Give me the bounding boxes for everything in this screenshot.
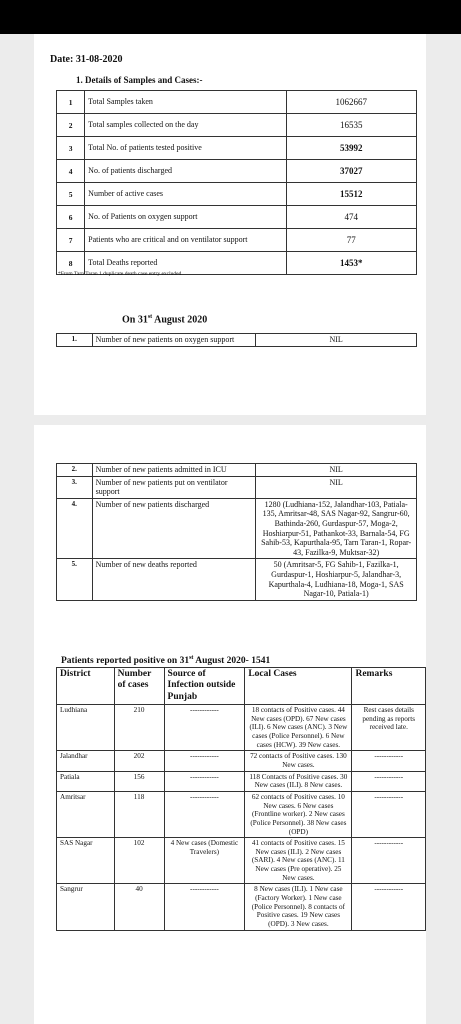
row-value: NIL	[256, 464, 417, 477]
row-value: NIL	[256, 476, 417, 498]
row-number: 2	[57, 114, 85, 137]
remarks: ------------	[352, 771, 426, 791]
row-number: 7	[57, 229, 85, 252]
table-row	[57, 476, 417, 498]
row-number: 6	[57, 206, 85, 229]
row-label: Number of new patients on oxygen support	[92, 334, 256, 347]
column-header: Remarks	[352, 668, 426, 705]
row-value: 15512	[286, 183, 416, 206]
document-page-2	[34, 425, 426, 1024]
row-value: 1280 (Ludhiana-152, Jalandhar-103, Patiala-135, Amritsar-48, SAS Nagar-92, Sangrur-60, Bathinda-260, Gurdaspur-57, Moga-2, Hoshiarpur-51, Pathankot-33, Barnala-54, FG Sahib-53, Kapurthala-95, Tarn Taran-1, Ropar-43, Fazilka-9, Muktsar-32)	[256, 498, 417, 559]
table-row	[57, 751, 426, 771]
table-row	[57, 229, 417, 252]
report-date: Date: 31-08-2020	[50, 54, 123, 65]
row-value: 53992	[286, 137, 416, 160]
row-label: No. of Patients on oxygen support	[85, 206, 286, 229]
district-name: Jalandhar	[57, 751, 115, 771]
row-number: 4.	[57, 498, 93, 559]
row-label: Total Deaths reported	[85, 252, 286, 275]
case-count: 156	[114, 771, 164, 791]
infection-source: ------------	[164, 751, 245, 771]
row-value: 1453*	[286, 252, 416, 275]
table-row	[57, 183, 417, 206]
row-number: 5.	[57, 559, 93, 600]
table-row	[57, 559, 417, 600]
local-cases: 41 contacts of Positive cases. 15 New cases (ILI). 2 New cases (SARI). 4 New cases (ANC). 11 New cases (Pre operative). 25 New cases.	[245, 838, 352, 884]
district-table	[56, 667, 426, 931]
row-label: Number of new deaths reported	[92, 559, 256, 600]
district-name: Sangrur	[57, 884, 115, 930]
new-patients-table	[56, 463, 417, 601]
table-row	[57, 91, 417, 114]
row-label: Number of new patients admitted in ICU	[92, 464, 256, 477]
positive-heading: Patients reported positive on 31st August 2020- 1541	[61, 655, 271, 667]
row-number: 4	[57, 160, 85, 183]
table-row	[57, 464, 417, 477]
row-number: 5	[57, 183, 85, 206]
table-row	[57, 206, 417, 229]
row-number: 1.	[57, 334, 93, 347]
table-row	[57, 498, 417, 559]
row-value: 50 (Amritsar-5, FG Sahib-1, Fazilka-1, Gurdaspur-1, Hoshiarpur-5, Jalandhar-3, Kapurthala-4, Ludhiana-18, Moga-1, SAS Nagar-10, Patiala-1)	[256, 559, 417, 600]
table-row	[57, 838, 426, 884]
on-date-heading: On 31st August 2020	[122, 314, 208, 326]
district-name: SAS Nagar	[57, 838, 115, 884]
case-count: 102	[114, 838, 164, 884]
row-value: 474	[286, 206, 416, 229]
district-name: Patiala	[57, 771, 115, 791]
row-label: No. of patients discharged	[85, 160, 286, 183]
row-number: 1	[57, 91, 85, 114]
local-cases: 62 contacts of Positive cases. 10 New cases. 6 New cases (Frontline worker). 2 New cases (Police Personnel). 38 New cases (OPD)	[245, 791, 352, 837]
row-number: 2.	[57, 464, 93, 477]
row-label: Total Samples taken	[85, 91, 286, 114]
row-label: Total samples collected on the day	[85, 114, 286, 137]
footnote: *From Tarn Taran 1 duplicate death case entry excluded	[58, 271, 182, 277]
local-cases: 18 contacts of Positive cases. 44 New cases (OPD). 67 New cases (ILI). 6 New cases (ANC). 3 New cases (Police Personnel). 6 New cases (HCW). 39 New cases.	[245, 705, 352, 751]
row-value: 37027	[286, 160, 416, 183]
table-row	[57, 705, 426, 751]
row-value: 77	[286, 229, 416, 252]
local-cases: 118 Contacts of Positive cases. 30 New cases (ILI). 8 New cases.	[245, 771, 352, 791]
samples-table	[56, 90, 417, 275]
district-name: Ludhiana	[57, 705, 115, 751]
row-label: Total No. of patients tested positive	[85, 137, 286, 160]
infection-source: ------------	[164, 791, 245, 837]
case-count: 118	[114, 791, 164, 837]
table-row	[57, 791, 426, 837]
row-label: Number of new patients put on ventilator support	[92, 476, 256, 498]
remarks: ------------	[352, 751, 426, 771]
row-label: Number of active cases	[85, 183, 286, 206]
table-row	[57, 334, 417, 347]
table-row	[57, 771, 426, 791]
row-value: 1062667	[286, 91, 416, 114]
row-number: 3.	[57, 476, 93, 498]
table-header-row	[57, 668, 426, 705]
section-title: 1. Details of Samples and Cases:-	[76, 75, 203, 85]
infection-source: ------------	[164, 771, 245, 791]
case-count: 210	[114, 705, 164, 751]
local-cases: 8 New cases (ILI). 1 New case (Factory Worker). 1 New case (Police Personnel). 8 contacts of Positive cases. 19 New cases (OPD). 3 New cases.	[245, 884, 352, 930]
top-bar	[0, 0, 461, 34]
infection-source: 4 New cases (Domestic Travelers)	[164, 838, 245, 884]
column-header: District	[57, 668, 115, 705]
infection-source: ------------	[164, 705, 245, 751]
row-value: 16535	[286, 114, 416, 137]
remarks: Rest cases details pending as reports received late.	[352, 705, 426, 751]
case-count: 40	[114, 884, 164, 930]
table-row	[57, 160, 417, 183]
table-row	[57, 884, 426, 930]
row-number: 3	[57, 137, 85, 160]
row-value: NIL	[256, 334, 417, 347]
local-cases: 72 contacts of Positive cases. 130 New cases.	[245, 751, 352, 771]
remarks: ------------	[352, 791, 426, 837]
row-number: 8	[57, 252, 85, 275]
column-header: Local Cases	[245, 668, 352, 705]
column-header: Number of cases	[114, 668, 164, 705]
infection-source: ------------	[164, 884, 245, 930]
row-label: Patients who are critical and on ventilator support	[85, 229, 286, 252]
table-row	[57, 114, 417, 137]
row-label: Number of new patients discharged	[92, 498, 256, 559]
document-page-1	[34, 34, 426, 415]
column-header: Source of Infection outside Punjab	[164, 668, 245, 705]
remarks: ------------	[352, 884, 426, 930]
table-row	[57, 137, 417, 160]
remarks: ------------	[352, 838, 426, 884]
case-count: 202	[114, 751, 164, 771]
district-name: Amritsar	[57, 791, 115, 837]
oxygen-table	[56, 333, 417, 347]
